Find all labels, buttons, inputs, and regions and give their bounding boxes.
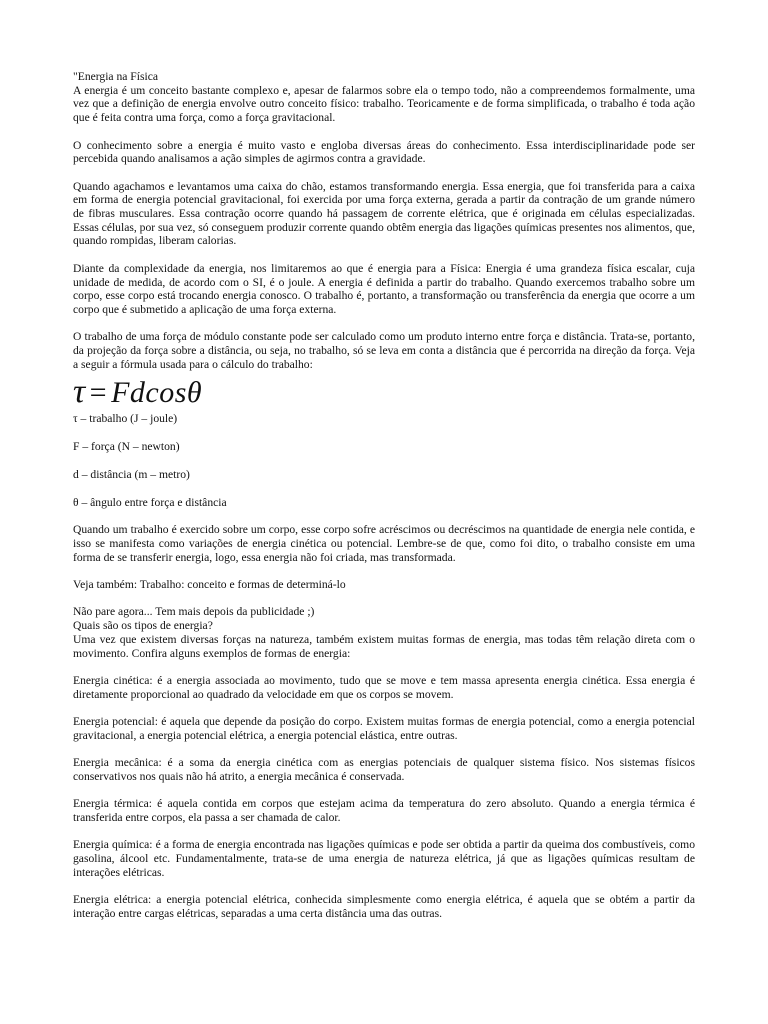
paragraph-gap <box>73 564 695 578</box>
paragraph: O conhecimento sobre a energia é muito vasto e engloba diversas áreas do conhecimento. Essa interdisciplinaridade pode ser percebida quando analisamos a ação simples de agirmos contra a gravidade. <box>73 138 695 166</box>
paragraph: Uma vez que existem diversas forças na natureza, também existem muitas formas de energia, mas todas têm relação direta com o movimento. Confira alguns exemplos de formas de energia: <box>73 632 695 660</box>
formula-definitions <box>73 412 695 523</box>
paragraph: Quando agachamos e levantamos uma caixa do chão, estamos transformando energia. Essa energia, que foi transferida para a caixa em forma de energia potencial gravitacional, foi exercida por uma força externa, gerada a partir da contração de um grande número de fibras musculares. Essa contração ocorre quando há passagem de corrente elétrica, que é originada em células especializadas. Essas células, por sua vez, só conseguem produzir corrente quando obtêm energia das ligações químicas presentes nos alimentos, que, quando rompidas, liberam calorias. <box>73 179 695 248</box>
document-body-part-2 <box>73 523 695 920</box>
paragraph: Diante da complexidade da energia, nos limitaremos ao que é energia para a Física: Energia é uma grandeza física escalar, cuja unidade de medida, de acordo com o SI, é o joule. A energia é definida a partir do trabalho. Quando exercemos trabalho sobre um corpo, esse corpo está trocando energia conosco. O trabalho é, portanto, a transformação ou transferência da energia que ocorre a um corpo que é submetido a aplicação de uma força externa. <box>73 261 695 316</box>
paragraph-gap <box>73 660 695 674</box>
paragraph: Quando um trabalho é exercido sobre um corpo, esse corpo sofre acréscimos ou decréscimos na quantidade de energia nele contida, e isso se manifesta como variações de energia cinética ou potencial. Lembre-se de que, como foi dito, o trabalho consiste em uma forma de se transferir energia, logo, essa energia não foi criada, mas transformada. <box>73 523 695 564</box>
paragraph: Energia mecânica: é a soma da energia cinética com as energias potenciais de qualquer sistema físico. Nos sistemas físicos conservativos nos quais não há atrito, a energia mecânica é conservada. <box>73 756 695 783</box>
paragraph: Não pare agora... Tem mais depois da publicidade ;) <box>73 605 315 619</box>
definition-line: d – distância (m – metro) <box>73 467 190 481</box>
paragraph: Energia elétrica: a energia potencial elétrica, conhecida simplesmente como energia elétrica, é aquela que se obtém a partir da interação entre cargas elétricas, separadas a uma certa distância uma das outras. <box>73 893 695 920</box>
paragraph: "Energia na Física <box>73 70 159 83</box>
definition-line: F – força (N – newton) <box>73 440 180 454</box>
paragraph-gap <box>73 784 695 798</box>
paragraph: Quais são os tipos de energia? <box>73 619 213 633</box>
formula-equals: = <box>89 376 108 410</box>
document-body-part-1 <box>73 70 695 371</box>
definition-gap <box>73 482 695 496</box>
paragraph-gap <box>73 742 695 756</box>
paragraph: Energia potencial: é aquela que depende da posição do corpo. Existem muitas formas de energia potencial, como a energia potencial gravitacional, a energia potencial elétrica, a energia potencial elástica, entre outras. <box>73 715 695 742</box>
paragraph-gap <box>73 825 695 839</box>
definition-line: θ – ângulo entre força e distância <box>73 495 227 509</box>
paragraph: A energia é um conceito bastante complexo e, apesar de falarmos sobre ela o tempo todo, não a compreendemos formalmente, uma vez que a definição de energia envolve outro conceito físico: trabalho. Teoricamente e de forma simplificada, o trabalho é toda ação que é feita contra uma força, como a força gravitacional. <box>73 83 695 125</box>
paragraph-gap <box>73 701 695 715</box>
definition-line: τ – trabalho (J – joule) <box>73 412 178 426</box>
paragraph-gap <box>73 592 695 606</box>
paragraph-gap <box>73 317 695 331</box>
paragraph: Energia cinética: é a energia associada ao movimento, tudo que se move e tem massa apresenta energia cinética. Essa energia é diretamente proporcional ao quadrado da velocidade em que os corpos se movem. <box>73 673 695 701</box>
paragraph-gap <box>73 879 695 893</box>
formula-lhs: τ <box>73 373 86 411</box>
paragraph: Energia química: é a forma de energia encontrada nas ligações químicas e pode ser obtida a partir da queima dos combustíveis, como gasolina, álcool etc. Fundamentalmente, trata-se de uma energia de natureza elétrica, já que as ligações químicas resultam de interações elétricas. <box>73 838 695 879</box>
paragraph-gap <box>73 166 695 180</box>
paragraph: Veja também: Trabalho: conceito e formas de determiná-lo <box>73 578 346 592</box>
document-page <box>73 70 695 920</box>
definition-gap <box>73 426 695 440</box>
paragraph-gap <box>73 125 695 139</box>
paragraph: Energia térmica: é aquela contida em corpos que estejam acima da temperatura do zero absoluto. Quando a energia térmica é transferida entre corpos, ela passa a ser chamada de calor. <box>73 797 695 824</box>
definition-gap <box>73 509 695 523</box>
definition-gap <box>73 454 695 468</box>
paragraph-gap <box>73 248 695 262</box>
formula-rhs: Fdcosθ <box>111 376 203 410</box>
work-formula <box>73 375 695 410</box>
paragraph: O trabalho de uma força de módulo constante pode ser calculado como um produto interno entre força e distância. Trata-se, portanto, da projeção da força sobre a distância, ou seja, no trabalho, só se leva em conta a distância que é percorrida na direção da força. Veja a seguir a fórmula usada para o cálculo do trabalho: <box>73 330 695 371</box>
